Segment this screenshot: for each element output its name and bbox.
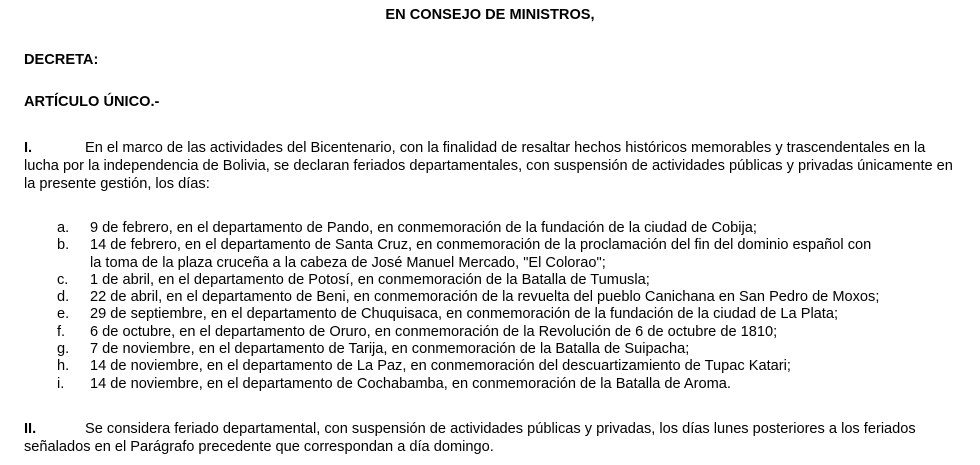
council-heading: EN CONSEJO DE MINISTROS,: [385, 7, 595, 23]
paragraph-i-number: I.: [24, 140, 33, 156]
list-item-letter: g.: [57, 341, 70, 358]
list-item-text: 1 de abril, en el departamento de Potosí, en conmemoración de la Batalla de Tumusla;: [90, 271, 650, 288]
list-item-letter: e.: [57, 306, 70, 323]
paragraph-ii-text: Se considera feriado departamental, con suspensión de actividades públicas y privadas, los días lunes posteriores a los feriados señalados en el Parágrafo precedente que correspondan a día domingo.: [24, 421, 916, 455]
paragraph-i: [24, 139, 964, 193]
list-item-letter: i.: [57, 375, 65, 392]
list-item: [57, 289, 957, 306]
paragraph-ii: [24, 420, 964, 456]
articulo-heading: ARTÍCULO ÚNICO.-: [24, 94, 160, 110]
list-item-letter: d.: [57, 289, 70, 306]
list-item-letter: b.: [57, 237, 70, 254]
list-item: [57, 272, 957, 289]
list-item: [57, 324, 957, 341]
paragraph-ii-number: II.: [24, 421, 37, 437]
list-item: [57, 376, 957, 393]
list-item-letter: f.: [57, 323, 66, 340]
list-item-text: 29 de septiembre, en el departamento de Chuquisaca, en conmemoración de la fundación de la ciudad de La Plata;: [90, 306, 839, 323]
list-item: [57, 341, 957, 358]
paragraph-i-text: En el marco de las actividades del Bicentenario, con la finalidad de resaltar hechos históricos memorables y trascendentales en la lucha por la independencia de Bolivia, se declaran feriados departamentales, con suspensión de actividades públicas y privadas únicamente en la presente gestión, los días:: [24, 140, 953, 192]
list-item: [57, 237, 957, 272]
list-item-text: 14 de noviembre, en el departamento de Cochabamba, en conmemoración de la Batalla de Aroma.: [90, 375, 731, 392]
list-item-text: 14 de noviembre, en el departamento de La Paz, en conmemoración del descuartizamiento de Tupac Katari;: [90, 358, 791, 375]
list-item-text-line2: la toma de la plaza cruceña a la cabeza de José Manuel Mercado, "El Colorao";: [90, 254, 606, 271]
list-item-text: 7 de noviembre, en el departamento de Tarija, en conmemoración de la Batalla de Suipacha;: [90, 341, 690, 358]
list-item-text: 9 de febrero, en el departamento de Pando, en conmemoración de la fundación de la ciudad de Cobija;: [90, 220, 757, 236]
list-item-text: 6 de octubre, en el departamento de Oruro, en conmemoración de la Revolución de 6 de octubre de 1810;: [90, 323, 778, 340]
list-item-text: 22 de abril, en el departamento de Beni, en conmemoración de la revuelta del pueblo Canichana en San Pedro de Moxos;: [90, 289, 880, 306]
list-item: [57, 220, 957, 237]
list-item: [57, 358, 957, 375]
list-item-letter: c.: [57, 271, 69, 288]
list-item-letter: h.: [57, 358, 70, 375]
list-item-letter: a.: [57, 220, 70, 236]
holiday-list: [57, 220, 957, 393]
list-item-text-line1: 14 de febrero, en el departamento de Santa Cruz, en conmemoración de la proclamación del fin del dominio español con: [90, 237, 872, 254]
list-item: [57, 306, 957, 323]
decreta-heading: DECRETA:: [24, 52, 99, 68]
